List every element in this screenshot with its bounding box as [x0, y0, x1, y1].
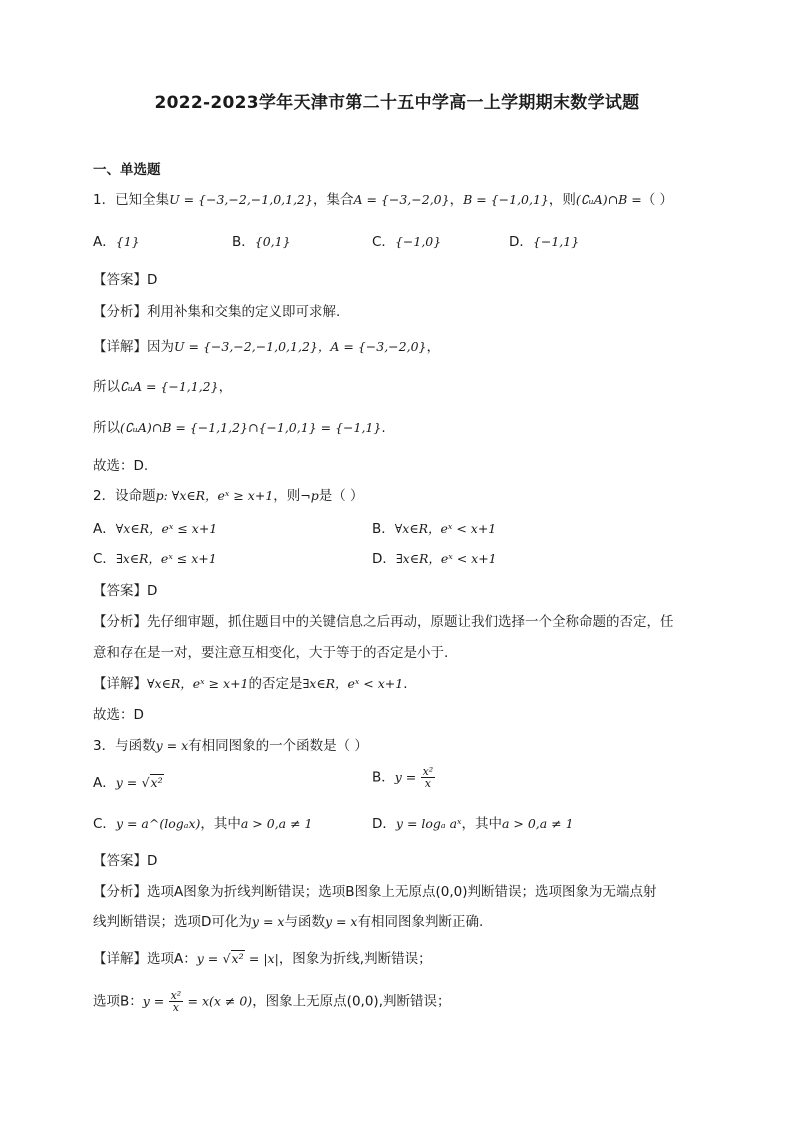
q1-analysis: 【分析】利用补集和交集的定义即可求解. — [93, 304, 341, 320]
q3-analysis-line2: 线判断错误；选项D可化为y = x与函数y = x有相同图象判断正确. — [93, 914, 484, 930]
q1-option-d: D．{−1,1} — [509, 234, 580, 250]
q1-set-a: A = {−3,−2,0} — [353, 192, 450, 207]
q2-detail: 【详解】∀x∈R，eˣ ≥ x+1的否定是∃x∈R，eˣ < x+1. — [93, 676, 408, 692]
q1-detail-3: 所以(∁ᵤA)∩B = {−1,1,2}∩{−1,0,1} = {−1,1}. — [93, 420, 386, 436]
q1-answer: 【答案】D — [93, 272, 158, 288]
q3-detail-a: 【详解】选项A：y = √x² = |x|，图象为折线,判断错误； — [93, 951, 432, 967]
q3-detail-b: 选项B：y = $\frac{\text{x²}}{x}$ = x(x ≠ 0)，图象上无原点(0,0),判断错误； — [93, 989, 451, 1014]
q2-analysis-line2: 意和存在是一对，要注意互相变化，大于等于的否定是小于. — [93, 645, 449, 661]
q1-expr: (∁ᵤA)∩B = — [575, 192, 642, 207]
q2-option-c: C．∃x∈R，eˣ ≤ x+1 — [93, 551, 217, 567]
q1-detail-2: 所以∁ᵤA = {−1,1,2}， — [93, 379, 233, 395]
q1-set-u: U = {−3,−2,−1,0,1,2} — [169, 192, 313, 207]
q2-stem: 2．设命题p: ∀x∈R，eˣ ≥ x+1，则¬p是（ ） — [93, 488, 364, 504]
q3-option-a: A．y = √x² — [93, 775, 163, 791]
q3-analysis-line1: 【分析】选项A图象为折线判断错误；选项B图象上无原点(0,0)判断错误；选项图象为无端点射 — [93, 884, 657, 900]
q1-stem-suffix: （ ） — [641, 192, 673, 208]
q1-option-c: C．{−1,0} — [372, 234, 442, 250]
q1-stem — [93, 190, 673, 210]
q3-stem: 3．与函数y = x有相同图象的一个函数是（ ） — [93, 738, 368, 754]
q1-detail-1: 【详解】因为U = {−3,−2,−1,0,1,2}，A = {−3,−2,0}， — [93, 339, 440, 355]
q1-stem-mid3: ，则 — [548, 192, 576, 208]
q3-option-d: D．y = logₐ aˣ，其中a > 0,a ≠ 1 — [372, 816, 574, 832]
q1-stem-mid1: ，集合 — [312, 192, 354, 208]
q1-option-b: B．{0,1} — [232, 234, 291, 250]
page-title: 2022-2023学年天津市第二十五中学高一上学期期末数学试题 — [154, 93, 640, 113]
q3-answer: 【答案】D — [93, 853, 158, 869]
q2-option-b: B．∀x∈R，eˣ < x+1 — [372, 521, 497, 537]
q1-stem-prefix: 1．已知全集 — [93, 192, 170, 208]
q2-option-a: A．∀x∈R，eˣ ≤ x+1 — [93, 521, 218, 537]
q2-analysis-line1: 【分析】先仔细审题，抓住题目中的关键信息之后再动，原题让我们选择一个全称命题的否定，任 — [93, 614, 674, 630]
q3-option-c: C．y = a^(logₐx)，其中a > 0,a ≠ 1 — [93, 816, 313, 832]
q3-option-b: B．y = $\frac{\text{x²}}{x}$ — [372, 765, 434, 790]
q1-set-b: B = {−1,0,1} — [463, 192, 549, 207]
section-header: 一、单选题 — [93, 162, 161, 178]
q1-option-a: A．{1} — [93, 234, 140, 250]
q1-stem-mid2: ， — [449, 192, 464, 208]
q2-conclusion: 故选：D — [93, 707, 144, 723]
q2-answer: 【答案】D — [93, 583, 158, 599]
q2-option-d: D．∃x∈R，eˣ < x+1 — [372, 551, 497, 567]
q1-conclusion: 故选：D. — [93, 458, 149, 474]
